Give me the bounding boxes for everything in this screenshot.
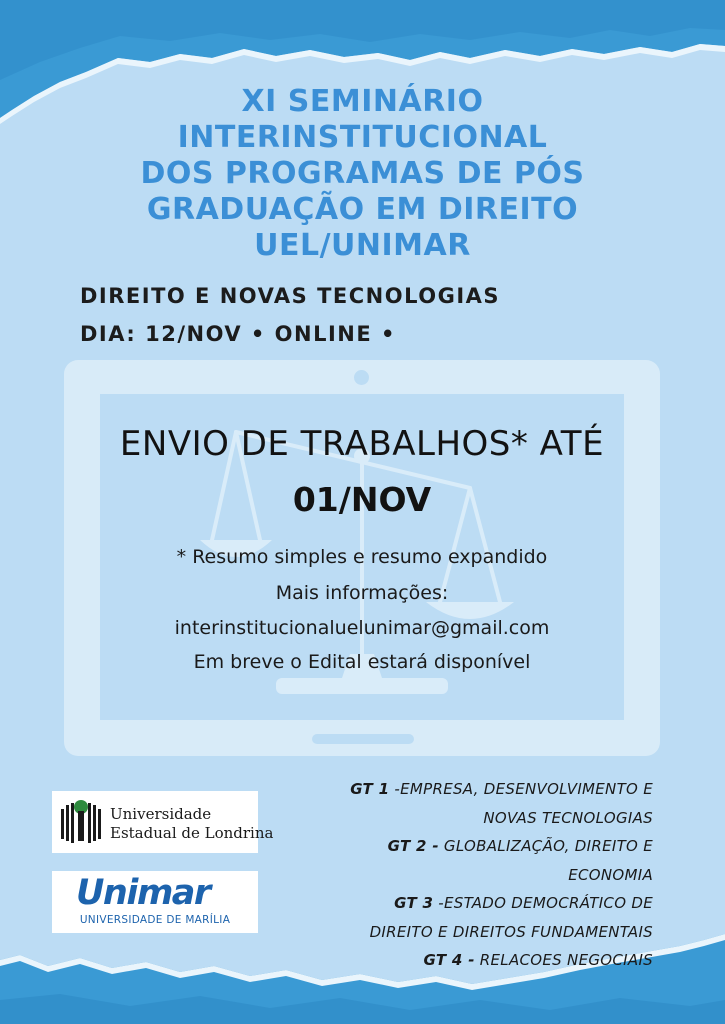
unimar-logo xyxy=(52,871,258,933)
event-theme: DIREITO E NOVAS TECNOLOGIAS xyxy=(80,284,501,308)
title-line: XI SEMINÁRIO xyxy=(241,84,484,119)
submission-deadline: 01/NOV xyxy=(292,480,432,519)
title-line: INTERINSTITUCIONAL xyxy=(177,120,548,155)
gt1-label: GT 1 xyxy=(350,780,390,798)
event-date: DIA: 12/NOV • ONLINE • xyxy=(80,322,396,346)
submission-note: * Resumo simples e resumo expandido xyxy=(176,546,548,568)
gt2-line1 xyxy=(273,832,653,861)
uel-seal-icon xyxy=(58,797,104,847)
gt2-title-part1: GLOBALIZAÇÃO, DIREITO E xyxy=(438,837,653,855)
unimar-wordmark: Unimar xyxy=(76,873,210,913)
working-groups-list xyxy=(273,775,653,975)
title-line: DOS PROGRAMAS DE PÓS xyxy=(140,156,585,191)
uel-logo xyxy=(52,791,274,853)
title-line: UEL/UNIMAR xyxy=(254,228,471,263)
gt1-line2: NOVAS TECNOLOGIAS xyxy=(483,808,653,827)
unimar-subtitle: UNIVERSIDADE DE MARÍLIA xyxy=(79,914,231,926)
gt3-label: GT 3 xyxy=(394,894,434,912)
gt3-line2: DIREITO E DIREITOS FUNDAMENTAIS xyxy=(369,922,653,941)
gt2-line2: ECONOMIA xyxy=(568,865,653,884)
uel-logo-line2: Estadual de Londrina xyxy=(110,824,274,842)
gt1-title-part1: -EMPRESA, DESENVOLVIMENTO E xyxy=(389,780,653,798)
uel-logo-line1: Universidade xyxy=(110,805,212,823)
title-line: GRADUAÇÃO EM DIREITO xyxy=(146,192,579,227)
gt3-line1 xyxy=(273,889,653,918)
gt3-title-part1: -ESTADO DEMOCRÁTICO DE xyxy=(433,894,653,912)
event-title xyxy=(0,84,725,264)
submission-headline: ENVIO DE TRABALHOS* ATÉ xyxy=(119,424,605,464)
monitor-slot xyxy=(312,734,414,744)
edital-notice: Em breve o Edital estará disponível xyxy=(193,651,531,673)
contact-email[interactable]: interinstitucionaluelunimar@gmail.com xyxy=(174,617,550,639)
more-info-label: Mais informações: xyxy=(275,582,449,604)
gt1-line1 xyxy=(273,775,653,804)
gt4-title-part1: RELACOES NEGOCIAIS xyxy=(474,951,653,969)
gt4-line1 xyxy=(273,946,653,975)
monitor-camera xyxy=(354,370,369,385)
gt2-label: GT 2 - xyxy=(387,837,439,855)
gt4-label: GT 4 - xyxy=(423,951,475,969)
